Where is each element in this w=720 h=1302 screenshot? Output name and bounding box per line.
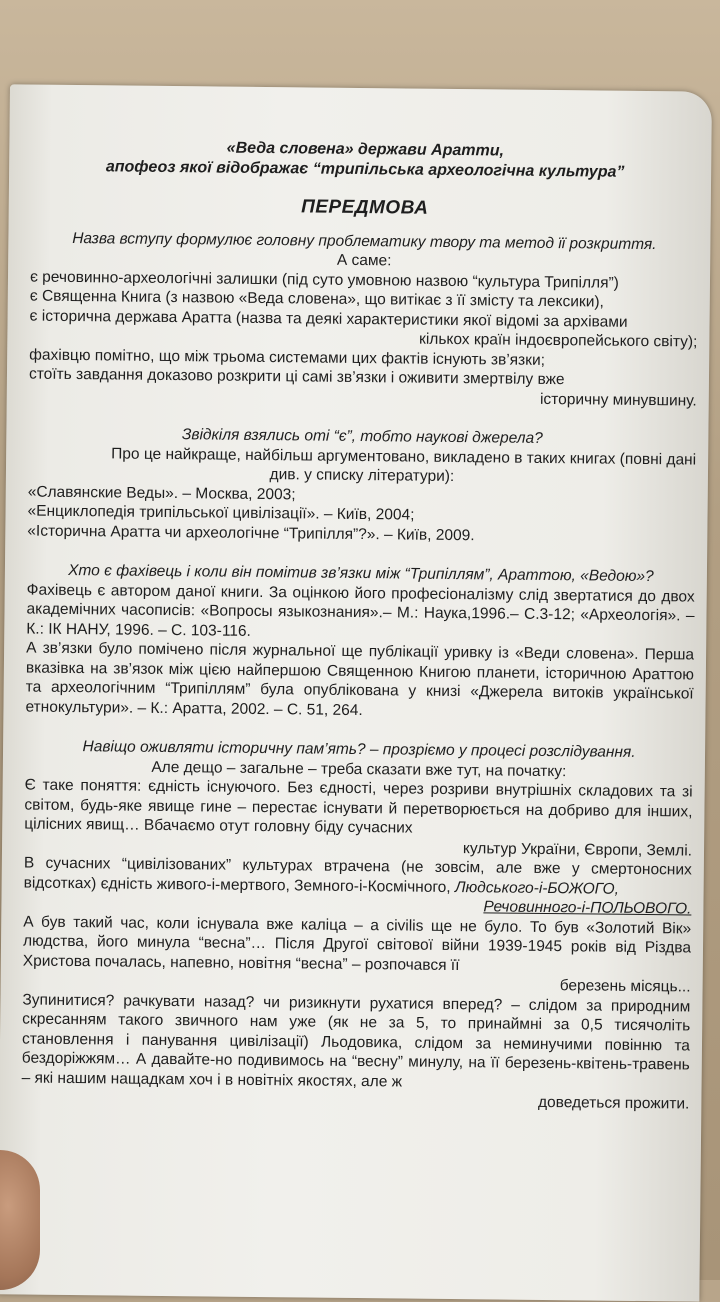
- memory-paragraph-2-text: В сучасних “цивілізованих” культурах втрачена (не зовсім, але вже у смертоносних відсотках) єдність живого-і-мертвого, Земного-і-Космічного,: [23, 854, 692, 896]
- expert-paragraph-2: А зв’язки було помічено після журнальної ще публікації уривку із «Веди словена». Перша вказівка на зв’язок між цією найпершою Священною Книгою планети, історичною Араттою та археологічним “Трипіллям” була опублікована у книзі «Джерела витоків української етнокультури». – К.: Аратта, 2002. – С. 51, 264.: [25, 639, 695, 719]
- memory-paragraph-2-italic: Людського-і-БОЖОГО,: [454, 878, 620, 898]
- intro-namely: А саме:: [336, 251, 392, 270]
- thumb-finger: [0, 1150, 40, 1290]
- sources-book-1: «Славянские Веды». – Москва, 2003;: [27, 483, 296, 503]
- page-title: ПЕРЕДМОВА: [301, 196, 429, 219]
- memory-paragraph-4-end: доведеться прожити.: [537, 1093, 690, 1113]
- sources-answer-a: Про це найкраще, найбільш аргументовано, викладено в таких книгах (повні дані: [111, 444, 697, 469]
- subtitle-line-2: апофеоз якої відображає “трипільська археологічна культура”: [105, 158, 625, 181]
- intro-item-4: фахівцю помітно, що між трьома системами цих фактів існують зв’язки;: [29, 346, 546, 369]
- intro-lead: Назва вступу формулює головну проблематику твору та метод її розкриття.: [72, 229, 657, 253]
- memory-paragraph-3-end: березень місяць...: [559, 977, 691, 996]
- memory-paragraph-2-end: Речовинного-і-ПОЛЬОВОГО.: [483, 898, 692, 918]
- memory-intro: Але дещо – загальне – треба сказати вже тут, на початку:: [151, 758, 567, 780]
- intro-item-1: є речовинно-археологічні залишки (під суто умовною назвою “культура Трипілля”): [29, 268, 619, 292]
- expert-paragraph-1: Фахівець є автором даної книги. За оцінкою його професіоналізму слід звертатися до двох академічних часописів: «Вопросы языкознания».– М.: Наука,1996.– С.3-12; «Археологія». – К.: ІК НАНУ, 1996. – С. 103-116.: [26, 581, 695, 640]
- memory-paragraph-4: Зупинитися? рачкувати назад? чи ризикнути рухатися вперед? – слідом за природним скресанням такого звичного нам уже (як не за 5, то принаймні за 0,5 тисячоліть становлення і панування цивілізації) Льодовика, слідом за неминучими повінню та бездоріжжям… А давайте-но подивимось на “весну” минулу, на її березень-квітень-травень – які нашим нащадкам хоч і в новітніх якостях, але ж: [21, 991, 691, 1090]
- expert-question: Хто є фахівець і коли він помітив зв’язки між “Трипіллям”, Араттою, «Ведою»?: [68, 561, 654, 586]
- page-content: [21, 137, 699, 1114]
- memory-paragraph-1: Є таке поняття: єдність існуючого. Без єдності, через розриви внутрішніх складових та зі світом, будь-яке явище гине – перестає існувати й перетворюється на добриво для інших, цілісних явищ… Вбачаємо отут головну біду сучасних: [24, 776, 693, 837]
- sources-book-3: «Історична Аратта чи археологічне “Трипілля”?». – Київ, 2009.: [27, 522, 475, 544]
- intro-item-5b: історичну минувшину.: [539, 390, 697, 410]
- memory-paragraph-1-end: культур України, Європи, Землі.: [462, 839, 693, 860]
- sources-question: Звідкіля взялись оті “є”, тобто наукові джерела?: [181, 426, 543, 447]
- sources-answer-b: див. у списку літератури):: [269, 466, 455, 485]
- intro-item-3a: є історична держава Аратта (назва та деякі характеристики якої відомі за архівами: [29, 307, 628, 331]
- intro-item-5a: стоїть завдання доказово розкрити ці самі зв’язки і оживити змертвілу вже: [28, 365, 565, 389]
- book-page: [0, 84, 712, 1301]
- sources-book-2: «Енциклопедія трипільської цивілізації». – Київ, 2004;: [27, 502, 415, 524]
- memory-paragraph-3: А був такий час, коли існувала вже каліца – а civilis ще не було. То був «Золотий Вік» людства, його минула “весна”… Після Другої світової війни 1939-1945 років від Різдва Христова почалась, напевно, новітня “весна” – розпочався її: [22, 913, 692, 974]
- intro-item-2: є Священна Книга (з назвою «Веда словена», що витікає з її змісту та лексики),: [29, 287, 604, 311]
- memory-paragraph-2: [24, 854, 692, 900]
- memory-question: Навіщо оживляти історичну пам’ять? – прозріємо у процесі розслідування.: [82, 738, 636, 761]
- intro-item-3b: кількох країн індоєвропейського світу);: [419, 330, 698, 351]
- subtitle-line-1: «Веда словена» держави Аратти,: [226, 139, 505, 160]
